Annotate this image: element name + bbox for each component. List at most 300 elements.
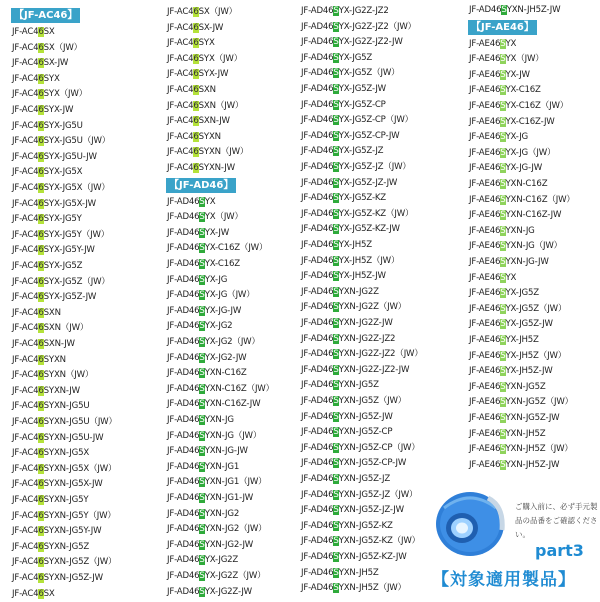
model-suffix: SXN-JW [43,339,75,349]
model-highlight: 6 [193,7,199,17]
model-prefix: JF-AD46 [167,383,200,394]
model-prefix: JF-AE46 [469,413,501,423]
model-highlight: 6 [38,432,44,443]
model-highlight: S [333,505,339,516]
model-row [469,146,555,162]
model-suffix: YX-JG5Z-JZ（JW） [338,162,411,172]
model-highlight: 6 [38,323,44,334]
model-highlight: S [500,381,506,392]
model-highlight: 6 [38,463,44,474]
model-highlight: S [333,224,339,235]
model-prefix: JF-AD46 [301,84,334,94]
model-prefix: JF-AC4 [167,53,194,64]
section-header-ac46: 【JF-AC46】 [11,8,80,23]
model-highlight: S [500,459,506,470]
model-highlight: 6 [193,53,199,64]
model-suffix: SYXN-JG5Y（JW） [43,510,116,521]
model-highlight: S [333,520,339,531]
model-row [301,144,383,160]
model-row [301,160,411,176]
model-row [167,366,247,382]
model-prefix: JF-AD46 [301,396,334,406]
model-suffix: SYXN-JW [43,385,80,396]
model-prefix: JF-AE46 [469,85,501,96]
model-highlight: S [500,350,506,361]
model-suffix: YXN-JH5Z-JW [506,5,561,15]
model-row [167,460,239,476]
model-prefix: JF-AD46 [301,520,334,531]
model-highlight: S [500,288,506,299]
model-row [167,52,242,68]
model-prefix: JF-AD46 [301,162,334,172]
model-row [167,36,215,52]
model-row [167,241,267,257]
model-suffix: YX-C16Z（JW） [204,243,268,254]
model-prefix: JF-AD46 [301,224,334,235]
model-prefix: JF-AE46 [469,288,501,299]
model-prefix: JF-AD46 [301,271,334,282]
model-row [167,67,228,83]
model-suffix: YXN-JH5Z [338,567,379,578]
model-suffix: YXN-JG-JW [505,257,549,267]
model-row [469,161,542,177]
model-row [12,103,73,119]
model-prefix: JF-AD46 [301,349,334,360]
model-suffix: SYX-JG5X-JW [43,198,96,209]
model-row [12,134,110,150]
model-highlight: 6 [38,245,44,256]
model-suffix: SX（JW） [198,7,238,17]
model-highlight: S [199,368,205,379]
model-prefix: JF-AE46 [469,241,501,252]
model-row [167,522,267,538]
model-suffix: SYXN-JG5U-JW [43,432,104,443]
model-prefix: JF-AD46 [301,52,334,63]
model-row [167,429,261,445]
model-highlight: S [500,319,506,330]
model-suffix: SYXN-JG5Z-JW [43,573,103,583]
model-suffix: YXN-JG5Z [338,380,379,391]
model-highlight: S [500,147,506,158]
model-suffix: YXN-JG2（JW） [204,524,267,535]
model-suffix: YXN-JG5Z-JW [505,413,560,423]
model-prefix: JF-AD46 [167,212,200,223]
model-prefix: JF-AD46 [167,493,200,503]
model-row [167,319,232,335]
model-suffix: YXN-C16Z [204,368,247,379]
model-highlight: 6 [38,557,44,568]
model-suffix: YXN-JH5Z-JW [505,459,560,470]
model-suffix: YX-JG5Z-CP [338,99,386,110]
model-highlight: S [500,444,506,455]
model-prefix: JF-AD46 [301,458,334,469]
model-suffix: YXN-JG5Z [505,381,546,392]
model-suffix: YXN-JG1 [204,461,240,472]
model-prefix: JF-AD46 [301,552,334,562]
model-row [12,337,75,353]
model-highlight: 6 [38,448,44,459]
model-prefix: JF-AD46 [167,399,200,410]
model-prefix: JF-AD46 [301,333,334,344]
model-highlight: S [199,274,205,285]
model-suffix: YXN-JG2Z-JW [338,318,393,328]
model-highlight: S [199,524,205,535]
model-prefix: JF-AC4 [12,479,39,490]
model-prefix: JF-AC4 [167,147,194,158]
model-highlight: 6 [38,573,44,583]
model-prefix: JF-AE46 [469,366,501,377]
model-row [12,165,82,181]
model-highlight: S [500,413,506,423]
model-prefix: JF-AD46 [167,477,200,488]
model-highlight: S [199,259,205,269]
model-highlight: 6 [38,89,44,100]
model-prefix: JF-AC4 [12,120,39,131]
model-highlight: S [199,555,205,566]
model-row [301,441,420,457]
model-prefix: JF-AC4 [12,42,39,53]
model-suffix: YX-JG2-JW [204,352,247,363]
model-prefix: JF-AD46 [167,259,200,269]
model-highlight: S [333,99,339,110]
model-row [469,52,544,68]
model-row [167,5,237,21]
model-highlight: S [333,489,339,500]
model-highlight: 6 [38,276,44,287]
model-highlight: S [333,567,339,578]
model-prefix: JF-AC4 [12,354,39,365]
model-suffix: YXN-C16Z（JW） [204,383,274,394]
model-row [469,395,573,411]
model-suffix: YX-C16Z [505,85,541,96]
model-prefix: JF-AC4 [12,339,39,349]
model-row [469,239,562,255]
model-suffix: SYX（JW） [198,53,243,64]
model-suffix: YX-JH5Z（JW） [338,255,400,266]
model-row [301,550,407,566]
model-prefix: JF-AD46 [167,337,200,347]
model-prefix: JF-AC4 [12,370,39,381]
model-prefix: JF-AC4 [12,58,39,69]
model-suffix: YX [204,196,216,207]
model-suffix: YXN-JG2Z-JZ2（JW） [338,349,423,360]
model-suffix: SX [43,588,55,599]
model-highlight: 6 [38,479,44,490]
model-highlight: 6 [38,370,44,381]
model-prefix: JF-AD46 [167,524,200,535]
model-suffix: YX [505,272,517,283]
model-row [12,446,89,462]
model-suffix: SYXN-JG5X [43,448,90,459]
model-highlight: S [500,85,506,96]
model-prefix: JF-AC4 [12,448,39,459]
model-row [469,364,553,380]
model-suffix: YXN-JG5Z-KZ-JW [338,552,407,562]
model-prefix: JF-AD46 [167,321,200,332]
model-row [469,442,573,458]
model-prefix: JF-AD46 [301,286,334,297]
model-suffix: SYXN [198,131,221,142]
model-row [12,368,93,384]
model-suffix: YXN-C16Z（JW） [505,194,575,205]
model-suffix: YXN-C16Z-JW [204,399,261,410]
model-prefix: JF-AC4 [12,151,39,162]
model-suffix: YX-JG5Z-KZ（JW） [338,208,414,219]
model-row [469,224,535,240]
model-suffix: SYX-JG5U-JW [43,151,97,162]
model-prefix: JF-AC4 [167,22,194,33]
model-row [469,333,539,349]
model-prefix: JF-AD46 [167,243,200,254]
model-row [469,3,560,19]
model-row [301,20,416,36]
model-suffix: YX-JG5Z-KZ-JW [338,224,400,235]
model-highlight: S [500,225,506,236]
model-prefix: JF-AC4 [12,27,39,37]
model-suffix: YX-JG2Z-JZ2-JW [338,37,403,48]
model-prefix: JF-AC4 [12,417,39,427]
model-highlight: S [199,430,205,441]
model-prefix: JF-AD46 [301,583,334,594]
model-row [301,425,392,441]
model-suffix: SYXN（JW） [43,370,94,381]
model-row [167,83,216,99]
model-prefix: JF-AC4 [12,307,39,318]
model-prefix: JF-AC4 [12,214,39,225]
model-highlight: 6 [38,58,44,69]
model-row [167,99,243,115]
model-row [12,212,82,228]
model-row [167,444,248,460]
model-suffix: YX-JH5Z-JW [338,271,386,282]
model-row [469,271,516,287]
model-row [301,254,399,270]
model-highlight: S [199,352,205,363]
model-row [167,538,253,554]
model-prefix: JF-AE46 [469,132,501,143]
model-row [167,145,248,161]
model-prefix: JF-AC4 [167,7,194,17]
model-suffix: YX-JG5Z（JW） [505,303,567,314]
model-row [167,257,240,273]
model-highlight: S [500,101,506,111]
model-suffix: YX-JG2Z [204,555,239,566]
model-prefix: JF-AE46 [469,38,501,49]
model-suffix: YXN-JG [204,415,234,425]
model-prefix: JF-AE46 [469,335,501,345]
model-suffix: YX-JG5Z-CP（JW） [338,115,414,126]
model-suffix: SX（JW） [43,42,83,53]
model-highlight: S [199,290,205,301]
model-highlight: S [199,227,205,238]
model-suffix: YX-JG5Z-JZ [338,146,384,157]
model-prefix: JF-AE46 [469,54,501,65]
model-suffix: SXN [198,85,216,95]
model-suffix: YX-C16Z（JW） [505,101,569,111]
model-prefix: JF-AC4 [12,510,39,521]
model-prefix: JF-AD46 [301,567,334,578]
model-row [12,493,88,509]
model-prefix: JF-AD46 [301,302,334,313]
model-highlight: S [500,163,506,174]
model-highlight: 6 [38,151,44,162]
model-row [12,415,117,431]
model-row [301,285,379,301]
model-row [301,456,406,472]
model-prefix: JF-AC4 [167,131,194,142]
model-highlight: 6 [38,229,44,240]
model-row [167,21,223,37]
model-row [301,191,386,207]
model-suffix: YXN-JG2-JW [204,539,254,550]
model-prefix: JF-AD46 [167,227,200,238]
model-row [167,397,260,413]
model-suffix: YX-JG-JW [505,163,542,174]
model-row [167,335,260,351]
model-prefix: JF-AD46 [301,380,334,391]
model-prefix: JF-AC4 [12,292,39,303]
model-row [167,569,266,585]
model-row [167,475,267,491]
model-suffix: SYXN-JG5U [43,401,90,412]
model-highlight: S [333,21,339,32]
model-prefix: JF-AC4 [12,541,39,552]
model-row [167,507,239,523]
model-prefix: JF-AD46 [301,99,334,110]
model-suffix: YX-JG2（JW） [204,337,260,347]
model-suffix: YX-JH5Z [505,335,539,345]
model-row [12,431,103,447]
model-row [469,380,546,396]
model-suffix: YX-JG（JW） [204,290,255,301]
model-row [301,519,393,535]
model-prefix: JF-AD46 [301,146,334,157]
model-suffix: SX-JW [43,58,69,69]
model-prefix: JF-AD46 [167,586,200,597]
model-highlight: S [500,54,506,65]
model-highlight: 6 [38,354,44,365]
model-row [301,238,372,254]
model-prefix: JF-AD46 [167,290,200,301]
model-prefix: JF-AD46 [167,415,200,425]
model-highlight: 6 [38,307,44,318]
model-row [12,353,66,369]
model-highlight: S [500,179,506,189]
model-suffix: YX-JG [505,132,528,143]
model-suffix: YXN-JG2Z（JW） [338,302,407,313]
model-highlight: 6 [193,38,199,49]
model-suffix: YXN-C16Z-JW [505,210,562,221]
model-highlight: S [333,146,339,157]
model-prefix: JF-AE46 [469,350,501,361]
model-row [167,585,252,601]
model-suffix: SYXN-JG5U（JW） [43,417,117,427]
purchase-note: ご購入前に、必ず手元製品の品番をご確認ください。 [515,502,598,539]
model-row [12,228,109,244]
model-row [167,161,235,177]
model-suffix: YXN-JG1-JW [204,493,254,503]
model-row [12,197,96,213]
model-suffix: SYX-JW [43,105,74,115]
model-row [301,581,406,597]
model-prefix: JF-AC4 [12,401,39,412]
model-row [12,306,61,322]
model-suffix: YX-JG [204,274,228,285]
model-suffix: YX-C16Z-JW [505,116,555,127]
model-row [469,286,539,302]
model-highlight: S [333,177,339,188]
model-highlight: S [199,243,205,254]
model-row [469,68,530,84]
model-prefix: JF-AD46 [167,305,200,316]
model-prefix: JF-AD46 [301,6,334,16]
model-highlight: S [500,210,506,221]
model-highlight: S [500,303,506,314]
model-highlight: 6 [193,116,199,127]
model-suffix: SYXN-JG5Z（JW） [43,557,117,568]
model-row [301,207,413,223]
model-prefix: JF-AC4 [167,69,194,80]
model-highlight: 6 [38,292,44,303]
model-row [12,56,68,72]
model-row [167,491,253,507]
model-highlight: 6 [38,198,44,209]
model-highlight: S [500,241,506,252]
model-highlight: S [333,115,339,126]
model-row [301,82,386,98]
model-row [301,363,409,379]
model-highlight: S [333,583,339,594]
model-suffix: YX（JW） [505,54,544,65]
model-row [301,566,379,582]
model-suffix: YX-JG5Z-JW [505,319,553,330]
model-prefix: JF-AD46 [301,115,334,126]
model-suffix: YX-JG5Z-CP-JW [338,130,400,141]
model-prefix: JF-AD46 [301,68,334,79]
model-suffix: YXN-JG2Z [338,286,379,297]
model-prefix: JF-AD46 [301,240,334,250]
model-row [301,35,403,51]
model-highlight: S [500,38,506,49]
model-highlight: S [500,428,506,439]
model-suffix: YX-JH5Z-JW [505,366,553,377]
model-prefix: JF-AD46 [301,193,334,204]
model-prefix: JF-AC4 [12,73,39,84]
model-prefix: JF-AE46 [469,116,501,127]
model-prefix: JF-AE46 [469,257,501,267]
model-highlight: S [333,130,339,141]
model-highlight: S [199,212,205,223]
model-suffix: YXN-JG1（JW） [204,477,267,488]
model-suffix: SYXN-JG5Y [43,495,89,505]
model-prefix: JF-AC4 [12,557,39,568]
model-row [469,411,559,427]
model-row [301,488,417,504]
model-suffix: YXN-JG5Z-CP [338,427,393,438]
model-suffix: YX-JG5Z-JW [338,84,386,94]
model-highlight: S [333,458,339,469]
model-highlight: S [199,415,205,425]
model-suffix: SYX-JW [198,69,229,80]
model-prefix: JF-AC4 [167,116,194,127]
model-row [167,130,221,146]
model-row [12,571,103,587]
model-suffix: YXN-JG5Z（JW） [338,396,407,406]
model-highlight: S [333,411,339,422]
model-highlight: S [333,427,339,438]
model-row [12,540,89,556]
model-row [469,193,575,209]
